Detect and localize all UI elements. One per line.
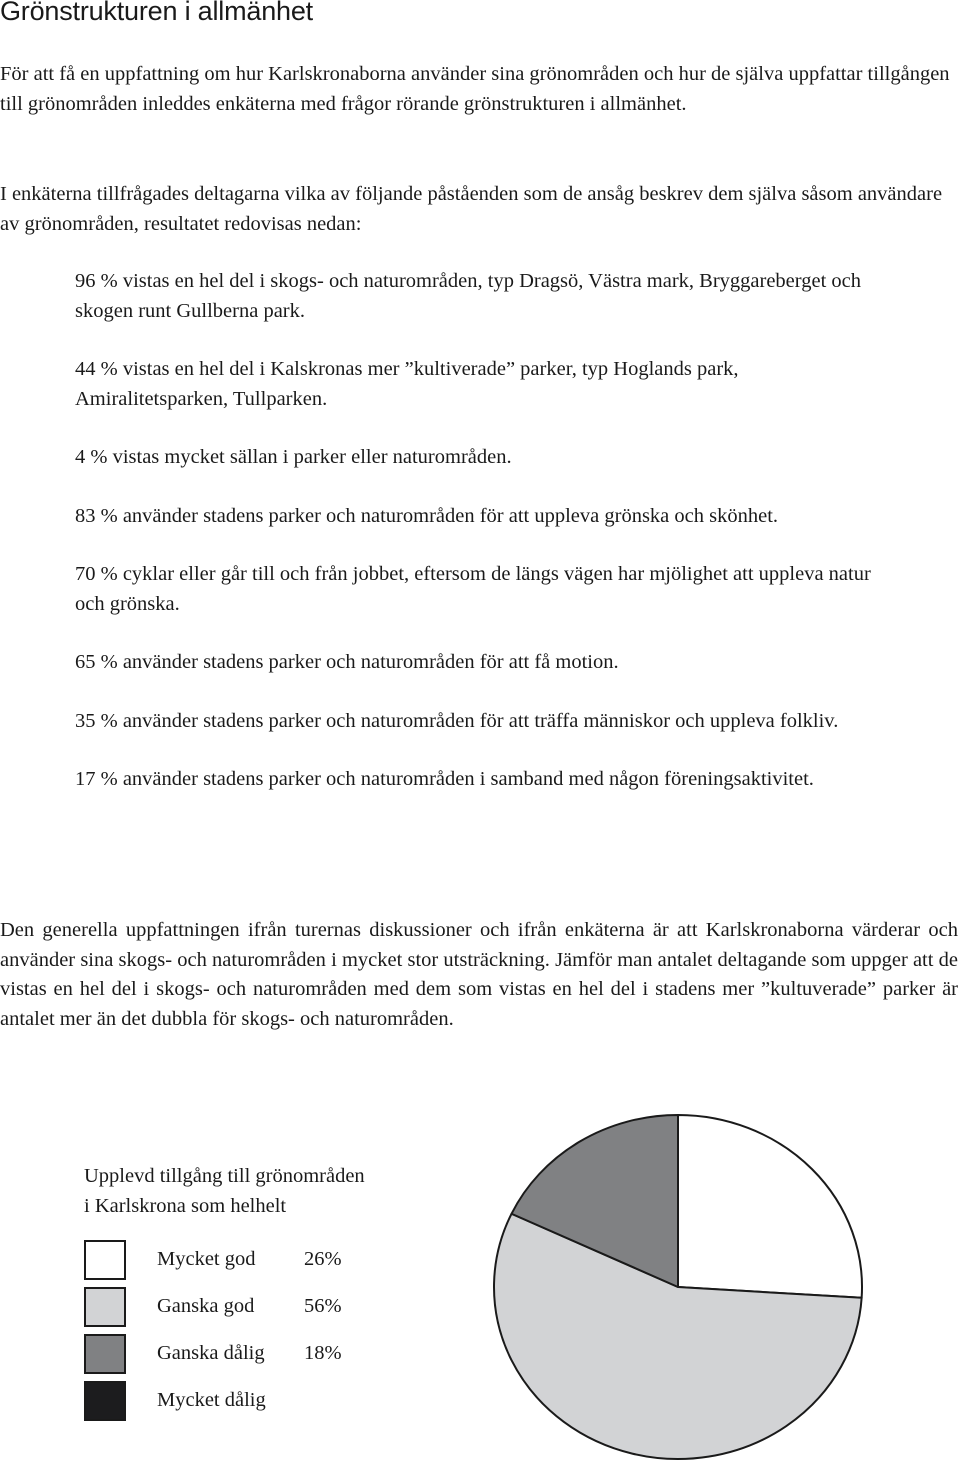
legend-label: Ganska dålig (157, 1342, 265, 1364)
legend-label: Mycket god (157, 1248, 256, 1270)
survey-statement: 4 % vistas mycket sällan i parker eller naturområden. (75, 446, 512, 468)
conclusion-paragraph: Den generella uppfattningen ifrån turernas diskussioner och ifrån enkäterna är att Karlskronaborna värderar och använder sina skogs- och naturområden i mycket stor utsträckning. Jämför man antalet deltagande som uppger att de vistas en hel del i skogs- och naturområden med dem som vistas en hel del i stadens mer ”kultuverade” parker är antalet mer än det dubbla för skogs- och naturområden. (0, 919, 958, 1030)
survey-statement: 35 % använder stadens parker och naturområden för att träffa människor och uppleva folkliv. (75, 709, 839, 732)
chart-title (84, 1162, 464, 1221)
survey-statements (75, 267, 895, 795)
legend-swatch (84, 1381, 126, 1421)
intro-paragraph: För att få en uppfattning om hur Karlskronaborna använder sina grönområden och hur de själva uppfattar tillgången till grönområden inleddes enkäterna med frågor rörande grönstrukturen i allmänhet. (0, 63, 950, 115)
chart-title-line: Upplevd tillgång till grönområden (84, 1165, 365, 1187)
section-heading: Grönstrukturen i allmänhet (0, 0, 313, 26)
legend-swatch (84, 1334, 126, 1374)
survey-intro-paragraph: I enkäterna tillfrågades deltagarna vilka av följande påståenden som de ansåg beskrev dem själva såsom användare av grönområden, resultatet redovisas nedan: (0, 183, 943, 235)
survey-statement: 17 % använder stadens parker och naturområden i samband med någon föreningsaktivitet. (75, 768, 814, 790)
chart-title-line: i Karlskrona som helhelt (84, 1194, 287, 1217)
legend-value: 56% (304, 1295, 342, 1317)
legend-value: 26% (304, 1248, 342, 1270)
survey-statement: 96 % vistas en hel del i skogs- och naturområden, typ Dragsö, Västra mark, Bryggareberget och skogen runt Gullberna park. (75, 270, 862, 322)
legend-value: 18% (304, 1342, 342, 1364)
legend-label: Ganska god (157, 1295, 255, 1317)
pie-chart (490, 1112, 870, 1464)
legend-label: Mycket dålig (157, 1389, 266, 1411)
survey-statement: 83 % använder stadens parker och naturområden för att uppleva grönska och skönhet. (75, 504, 779, 527)
survey-statement: 70 % cyklar eller går till och från jobbet, eftersom de längs vägen har mjölighet att uppleva natur och grönska. (75, 563, 871, 615)
pie-slice-mycket-god (678, 1115, 862, 1298)
survey-statement: 44 % vistas en hel del i Kalskronas mer ”kultiverade” parker, typ Hoglands park, Amiralitetsparken, Tullparken. (75, 358, 739, 410)
survey-statement: 65 % använder stadens parker och naturområden för att få motion. (75, 651, 619, 673)
legend-swatch (84, 1287, 126, 1327)
legend-swatch (84, 1240, 126, 1280)
